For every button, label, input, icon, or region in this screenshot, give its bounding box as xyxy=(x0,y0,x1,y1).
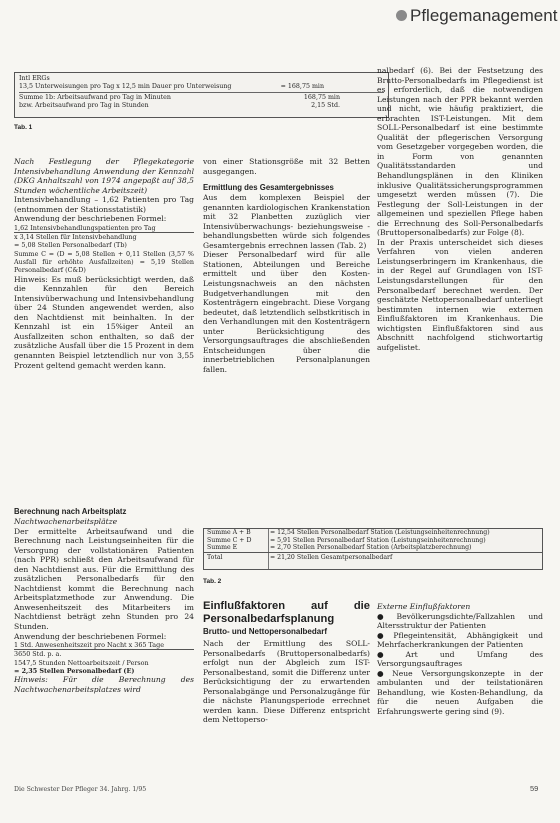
paragraph: Der ermittelte Arbeitsaufwand und die Berechnung nach Leistungseinheiten für die Versorgung der vollstationären Patienten (nach PPR) schließt den Arbeitsaufwand für den Nachtdienst aus. Für die Ermittlung des zusätzlichen Personalbedarfs für den Nachtdienst kommt die Berechnung nach Arbeitsplatzmethode zur Anwendung. Die Anwesenheitszeit des Mitarbeiters im Nachtdienst beträgt zehn Stunden pro 24 Stunden. xyxy=(14,526,194,632)
table-row: Summe E = 2,70 Stellen Personalbedarf Station (Arbeitsplatzberechnung) xyxy=(207,544,472,552)
paragraph: nalbedarf (6). Bei der Festsetzung des Brutto-Personalbedarfs im Pflegedienst ist es erforderlich, daß die notwendigen Leistungen nach der PPR bekannt werden und nicht, wie häufig praktiziert, die erbrachten IST-Leistungen. Mit dem SOLL-Personalbedarf ist eine bestimmte Qualität der pflegerischen Versorgung vom Gesetzgeber vorgegeben worden, die in Form von genannten Qualitätsstandarden und Behandlungsplänen in den Kliniken inklusive Qualitätssicherungsprogrammen umgesetzt werden müssen (7). Die Festlegung der Soll-Leistungen in der allgemeinen und speziellen Pflege haben die Errechnung des Soll-Personalbedarfs (Bruttopersonalbedarfs) zur Folge (8). xyxy=(377,66,543,238)
section-heading: Berechnung nach Arbeitsplatz xyxy=(14,507,127,516)
formula-line: Summe C = (D = 5,08 Stellen + 0,11 Stellen (3,57 % Ausfall für erhöhte Ausfallzeiten) = 5,19 Stellen Personalbedarf (C&D) xyxy=(14,249,194,275)
paragraph: von einer Stationsgröße mit 32 Betten ausgegangen. xyxy=(203,157,370,176)
subsection-heading: Nachtwachenarbeitsplätze xyxy=(14,517,118,526)
list-item: ● Pflegeintensität, Abhängigkeit und Mehrfacherkrankungen der Patienten xyxy=(377,631,543,650)
subsection-heading: Brutto- und Nettopersonalbedarf xyxy=(203,627,327,636)
formula-line: x 3,14 Stellen für Intensivbehandlung xyxy=(14,233,137,242)
table-1-caption: Tab. 1 xyxy=(14,124,33,131)
page-number: 59 xyxy=(530,784,539,793)
table-total-row: Total = 21,20 Stellen Gesamtpersonalbedarf xyxy=(204,552,542,562)
list-item: ● Art und Umfang des Versorgungsauftrages xyxy=(377,650,543,669)
paragraph: Nach Festlegung der Pflegekategorie Intensivbehandlung Anwendung der Kennzahl (DKG Anhaltszahl von 1974 angepaßt auf 38,5 Stunden wöchentliche Arbeitszeit) xyxy=(14,157,194,195)
formula-line: 1,62 Intensivbehandlungspatienten pro Tag xyxy=(14,224,194,233)
paragraph: Hinweis: Für die Berechnung des Nachtwachenarbeitsplatzes wird xyxy=(14,675,194,694)
column-2-top xyxy=(203,157,370,374)
table-1 xyxy=(14,72,389,118)
table-row: bzw. Arbeitsaufwand pro Tag in Stunden 2,15 Std. xyxy=(19,102,340,109)
subsection-heading: Externe Einflußfaktoren xyxy=(377,602,471,611)
paragraph: Intensivbehandlung – 1,62 Patienten pro Tag (entnommen der Stationsstatistik) xyxy=(14,195,194,214)
table-divider xyxy=(19,92,384,93)
section-heading: Ermittlung des Gesamtergebnisses xyxy=(203,183,334,193)
list-item: ● Bevölkerungsdichte/Fallzahlen und Altersstruktur der Patienten xyxy=(377,612,543,631)
formula-line: = 5,08 Stellen Personalbedarf (Tb) xyxy=(14,241,127,250)
table-2-caption: Tab. 2 xyxy=(203,578,222,585)
column-3-bottom xyxy=(377,602,543,717)
journal-section-title: Pflegemanagement xyxy=(410,6,558,25)
header-bullet-icon xyxy=(396,10,407,21)
paragraph: Anwendung der beschriebenen Formel: xyxy=(14,631,167,641)
list-item: ● Neue Versorgungskonzepte in der ambulanten und der teilstationären Behandlung, wie Kosten-Behandlung, da für die neuen Aufgaben die Erfahrungswerte gering sind (9). xyxy=(377,669,543,717)
paragraph: Nach der Ermittlung des SOLL-Personalbedarfs (Bruttopersonalbedarfs) erfolgt nun der Abgleich zum IST-Personalbestand, somit die Differenz unter Berücksichtigung der zu erwartenden Personalabgänge und Personalzugänge für die nächste Planungsperiode errechnet werden kann. Diese Differenz entspricht dem Nettoperso- xyxy=(203,639,370,725)
formula-line: 1 Std. Anwesenheitszeit pro Nacht x 365 Tage xyxy=(14,641,194,650)
formula-line: 1547,5 Stunden Nettoarbeitszeit / Person xyxy=(14,658,149,667)
paragraph: Aus dem komplexen Beispiel der genannten kardiologischen Krankenstation mit 32 Planbetten zuzüglich vier Intensivüberwachungs- beziehungsweise -behandlungsbetten würde sich folgendes Gesamtergebnis errechnen lassen (Tab. 2) xyxy=(203,193,370,250)
table-row: Summe A + B = 12,54 Stellen Personalbedarf Station (Leistungseinheitenrechnung) xyxy=(207,529,490,536)
table-row: Intl ERGs xyxy=(19,75,50,82)
column-1-bottom xyxy=(14,506,194,694)
table-row: Summe 1b: Arbeitsaufwand pro Tag in Minuten 168,75 min xyxy=(19,94,340,101)
table-row: Summe C + D = 5,91 Stellen Personalbedarf Station (Leistungseinheitenrechnung) xyxy=(207,536,486,544)
column-3-top xyxy=(377,66,543,352)
paragraph: Anwendung der beschriebenen Formel: xyxy=(14,214,167,224)
formula-line: = 2,35 Stellen Personalbedarf (E) xyxy=(14,667,135,675)
column-1-top xyxy=(14,157,194,370)
formula-line: 3650 Std. p. a. xyxy=(14,650,62,659)
column-2-bottom xyxy=(203,600,370,725)
section-heading: Einflußfaktoren auf die Personalbedarfsplanung xyxy=(203,600,370,625)
footer-citation: Die Schwester Der Pfleger 34. Jahrg. 1/95 xyxy=(14,786,147,793)
table-2 xyxy=(203,528,543,570)
paragraph: Dieser Personalbedarf wird für alle Stationen, Abteilungen und Bereiche ermittelt und über den Kosten-Leistungsnachweis an den nächsten Budgetverhandlungen mit den Kostenträgern eingebracht. Diese Vorgang bedeutet, daß letztendlich selbstkritisch in den Verhandlungen mit den Kostenträgern unter Berücksichtigung des Versorgungsauftrages die abschließenden Entscheidungen über die innerbetrieblichen Personalplanungen fallen. xyxy=(203,250,370,374)
paragraph: In der Praxis unterscheidet sich dieses Verfahren von vielen anderen Leistungserbringern im Krankenhaus, die in der Regel auf Grundlagen von IST-Leistungsdarstellungen für den Personalbedarf berechnet werden. Der geschätzte Nettopersonalbedarf unterliegt bestimmten internen wie externen Einflußfaktoren im Krankenhaus. Die wichtigsten Einflußfaktoren sind aus Abschnitt nachfolgend stichwortartig aufgelistet. xyxy=(377,237,543,352)
paragraph: Hinweis: Es muß berücksichtigt werden, daß die Kennzahlen für den Bereich Intensivüberwachung und Intensivbehandlung über 24 Stunden angewendet werden, also den Nachtdienst mit beinhalten. In der Kennzahl ist ein 15%iger Anteil an Ausfallzeiten schon enthalten, so daß der zusätzliche Ausfall über die 15 Prozent in dem genannten Beispiel letztendlich nur von 3,55 Prozent geltend gemacht werden kann. xyxy=(14,274,194,370)
table-row: 13,5 Unterweisungen pro Tag x 12,5 min Dauer pro Unterweisung = 168,75 min xyxy=(19,83,324,90)
